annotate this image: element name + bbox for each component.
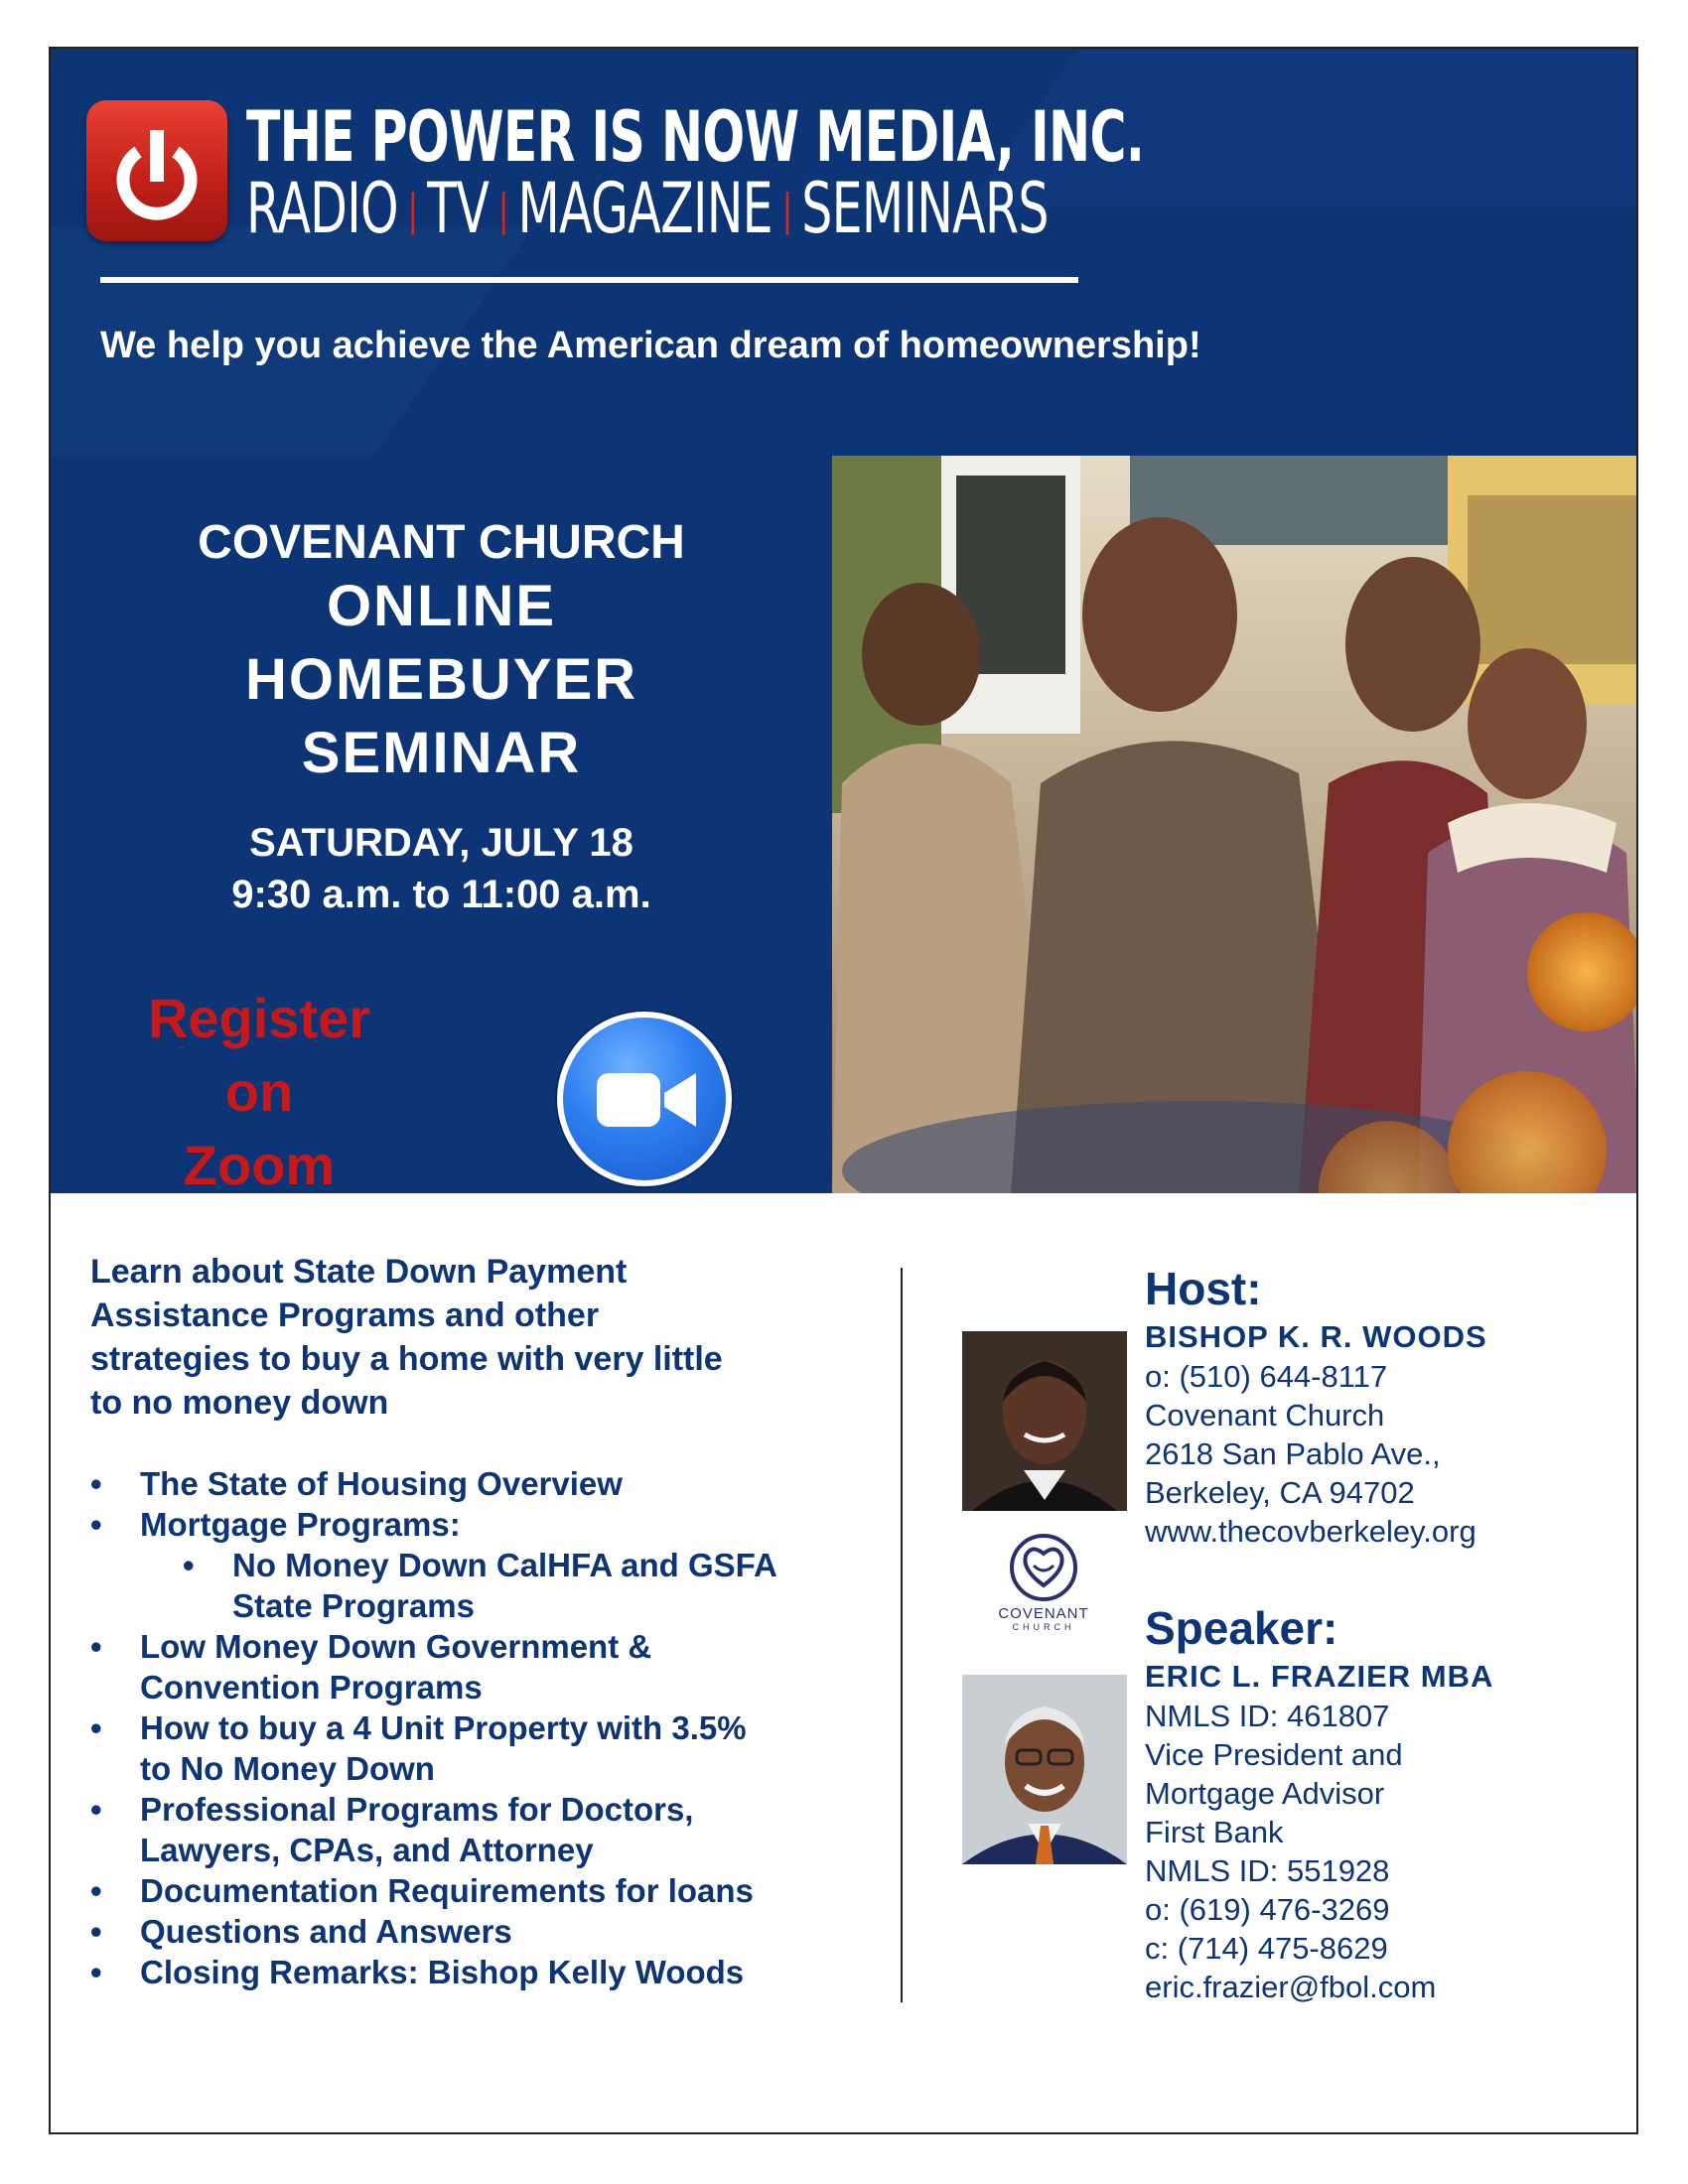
register-line: Register on [147, 987, 371, 1123]
division-seminars: SEMINARS [801, 168, 1049, 249]
zoom-button[interactable] [557, 1012, 732, 1186]
host-name: BISHOP K. R. WOODS [1145, 1319, 1487, 1354]
speaker-photo [962, 1675, 1127, 1864]
event-date: SATURDAY, JULY 18 [249, 821, 633, 865]
speaker-email-link[interactable]: eric.frazier@fbol.com [1145, 1970, 1437, 2004]
host-details: o: (510) 644-8117 Covenant Church 2618 San Pablo Ave., Berkeley, CA 94702 www.thecovberkeley.org [1145, 1359, 1477, 1549]
flyer [49, 47, 1638, 2134]
company-name: THE POWER IS NOW MEDIA, INC. [246, 96, 1145, 178]
intro-text: Learn about State Down Payment Assistance Programs and other strategies to buy a home with very little to no money down [90, 1253, 723, 1422]
agenda-list [90, 1463, 905, 1992]
register-link[interactable] [110, 982, 408, 1202]
event-title-line: SEMINAR [301, 721, 582, 785]
list-item: • Mortgage Programs: [90, 1506, 461, 1543]
header-rule [100, 277, 1078, 283]
host-label: Host: [1145, 1263, 1262, 1314]
family-photo [832, 456, 1638, 1193]
event-panel [51, 456, 832, 1196]
list-item: • The State of Housing Overview [90, 1465, 623, 1502]
covenant-church-logo: COVENANT CHURCH [974, 1532, 1113, 1643]
division-tv: TV [427, 168, 490, 249]
tagline: We help you achieve the American dream of homeownership! [100, 325, 1201, 366]
video-camera-icon [597, 1065, 696, 1135]
event-title-line: ONLINE [326, 574, 557, 638]
division-radio: RADIO [246, 168, 398, 249]
column-divider [901, 1268, 903, 2002]
event-organizer: COVENANT CHURCH [198, 516, 685, 569]
speaker-details: NMLS ID: 461807 Vice President and Mortgage Advisor First Bank NMLS ID: 551928 o: (619) 476-3269 c: (714) 475-8629 eric.frazier@fbol.com [1145, 1699, 1437, 2004]
host-photo [962, 1331, 1127, 1511]
register-line: Zoom [183, 1134, 336, 1196]
header-band [51, 49, 1638, 456]
list-item: • Questions and Answers [90, 1913, 512, 1950]
speaker-label: Speaker: [1145, 1602, 1338, 1654]
division-magazine: MAGAZINE [517, 168, 773, 249]
event-title-line: HOMEBUYER [244, 647, 638, 712]
event-time: 9:30 a.m. to 11:00 a.m. [231, 873, 651, 916]
list-item: • How to buy a 4 Unit Property with 3.5% to No Money Down [90, 1709, 747, 1787]
list-item: • Professional Programs for Doctors, Lawyers, CPAs, and Attorney [90, 1791, 694, 1868]
list-item: • Documentation Requirements for loans [90, 1872, 754, 1909]
list-item: • Low Money Down Government & Convention Programs [90, 1628, 652, 1706]
host-website-link[interactable]: www.thecovberkeley.org [1145, 1514, 1477, 1549]
speaker-name: ERIC L. FRAZIER MBA [1145, 1659, 1494, 1694]
list-item: • Closing Remarks: Bishop Kelly Woods [90, 1954, 745, 1990]
company-divisions: RADIO | TV | MAGAZINE | SEMINARS [246, 168, 1049, 249]
list-item: • No Money Down CalHFA and GSFA State Programs [183, 1547, 777, 1624]
power-button-icon [86, 100, 227, 241]
